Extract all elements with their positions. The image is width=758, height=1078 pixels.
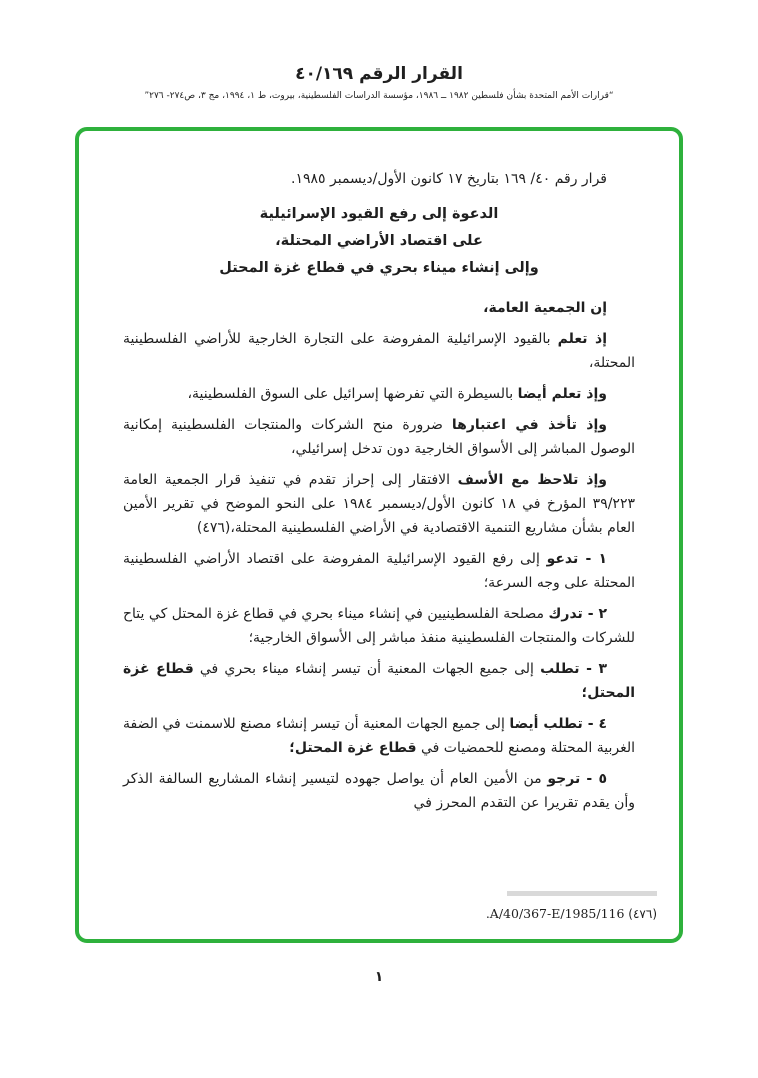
paragraphs [123,296,635,815]
paragraph-segment: قطاع غزة المحتل؛ [289,740,417,756]
page-header [0,0,758,101]
paragraph [123,767,635,815]
paragraph [123,413,635,461]
paragraph-segment: ٤ - تطلب أيضا [509,716,607,732]
paragraph-segment: ٢ - تدرك [548,606,607,622]
paragraph-segment: قطاع غزة المحتل؛ [123,661,635,701]
paragraph-segment: ٣ - تطلب [540,661,607,677]
paragraph [123,547,635,595]
paragraph [123,657,635,705]
paragraph-segment: إلى جميع الجهات المعنية أن تيسر إنشاء مصنع للاسمنت في الضفة الغربية المحتلة ومصنع للحمضيات في [123,716,635,756]
paragraph-segment: مصلحة الفلسطينيين في إنشاء ميناء بحري في قطاع غزة المحتل كي يتاح للشركات والمنتجات الفلسطينية منفذ مباشر إلى الأسواق الخارجية؛ [123,606,635,646]
source-citation: “قرارات الأمم المتحدة بشأن فلسطين ١٩٨٢ ــ ١٩٨٦، مؤسسة الدراسات الفلسطينية، بيروت، ط ١، ١٩٩٤، مج ٣، ص٢٧٤- ٢٧٦” [144,91,614,101]
page-title: القرار الرقم ٤٠/١٦٩ [295,64,463,84]
resolution-title-line: وإلى إنشاء ميناء بحري في قطاع غزة المحتل [219,260,539,276]
paragraph [123,296,635,320]
paragraph-segment: الافتقار إلى إحراز تقدم في تنفيذ قرار الجمعية العامة ٣٩/٢٢٣ المؤرخ في ١٨ كانون الأول/ديسمبر ١٩٨٤ على النحو الموضح في تقرير الأمين العام بشأن مشاريع التنمية الاقتصادية في الأراضي الفلسطينية المحتلة،(٤٧٦) [123,472,635,536]
paragraph-segment: إلى رفع القيود الإسرائيلية المفروضة على اقتصاد الأراضي الفلسطينية المحتلة على وجه السرعة؛ [123,551,635,591]
resolution-title-line: على اقتصاد الأراضي المحتلة، [275,233,483,249]
paragraph-segment: إلى جميع الجهات المعنية أن تيسر إنشاء ميناء بحري في [193,661,541,677]
paragraph [123,327,635,375]
resolution-title-line: الدعوة إلى رفع القيود الإسرائيلية [259,206,499,222]
paragraph-segment: وإذ تعلم أيضا [517,386,607,402]
page-number: ١ [374,969,384,985]
paragraph-segment: ٥ - ترجو [547,771,607,787]
resolution-title [123,201,635,282]
paragraph-segment: وإذ تلاحظ مع الأسف [457,472,607,488]
footnote-number: (٤٧٦) [628,907,657,921]
paragraph-segment: من الأمين العام أن يواصل جهوده لتيسير إنشاء المشاريع السالفة الذكر وأن يقدم تقريرا عن التقدم المحرز في [123,771,635,811]
paragraph [123,382,635,406]
paragraph [123,602,635,650]
paragraph-segment: بالسيطرة التي تفرضها إسرائيل على السوق الفلسطينية، [187,386,518,402]
footnote-ref: A/40/367-E/1985/116. [485,906,625,921]
resolution-intro: قرار رقم ٤٠/ ١٦٩ بتاريخ ١٧ كانون الأول/ديسمبر ١٩٨٥. [291,171,607,187]
paragraph [123,712,635,760]
paragraph-segment: ضرورة منح الشركات والمنتجات الفلسطينية إمكانية الوصول المباشر إلى الأسواق الخارجية دون تدخل إسرائيلي، [123,417,635,457]
paragraph-segment: بالقيود الإسرائيلية المفروضة على التجارة الخارجية للأراضي الفلسطينية المحتلة، [123,331,635,371]
paragraph [123,468,635,540]
resolution-box [75,127,683,943]
paragraph-segment: ١ - تدعو [546,551,607,567]
footnote-separator [507,891,657,896]
paragraph-segment: إذ تعلم [557,331,607,347]
footnote-area [486,891,657,921]
footnote [486,906,657,921]
paragraph-segment: وإذ تأخذ في اعتبارها [451,417,607,433]
paragraph-segment: إن الجمعية العامة، [483,300,607,316]
